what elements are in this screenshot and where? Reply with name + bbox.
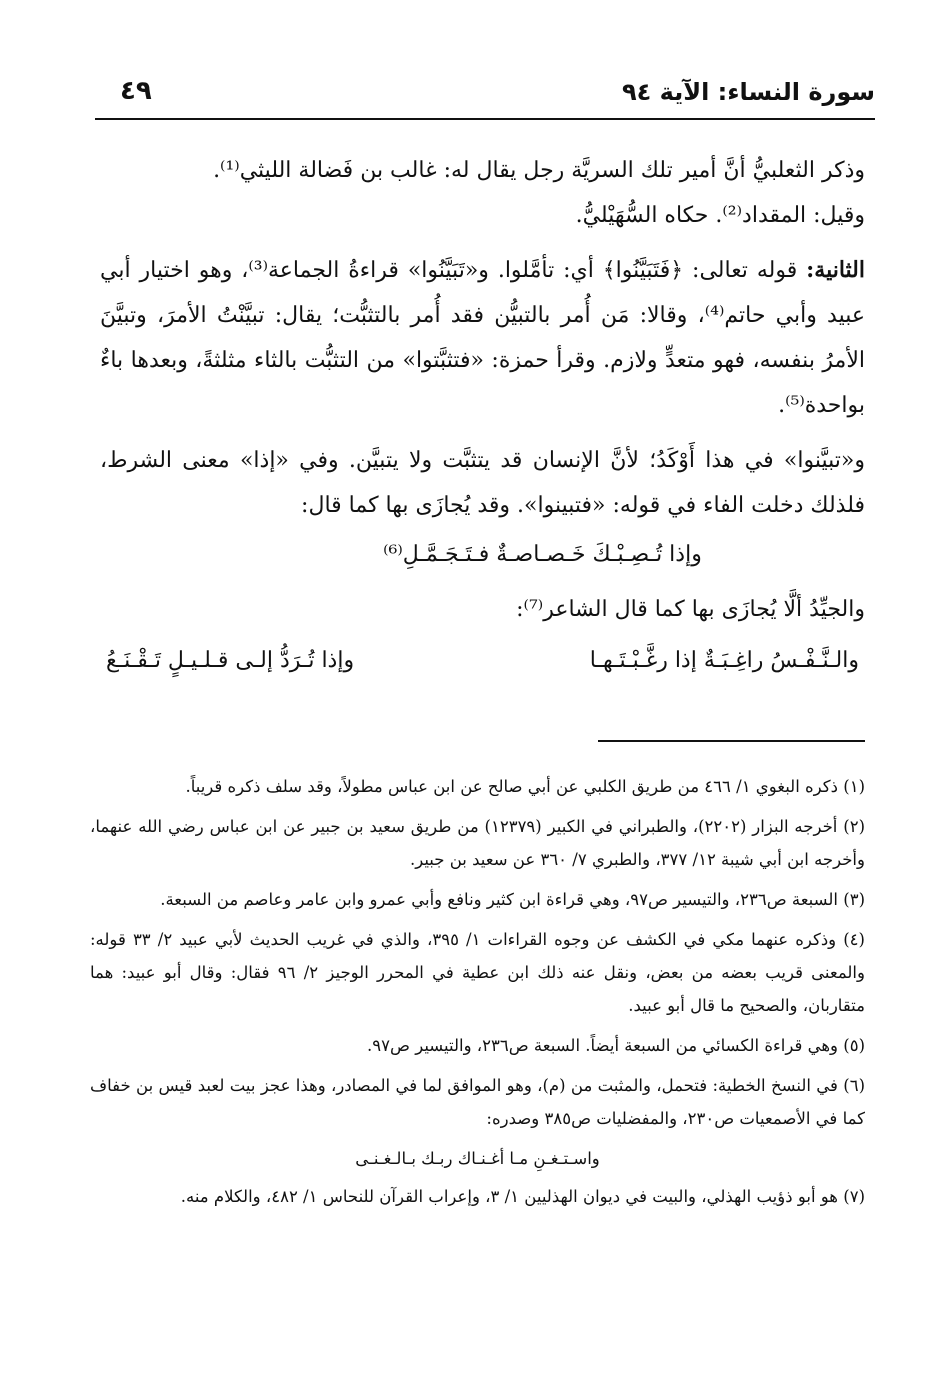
header-rule (95, 118, 875, 120)
footnote-1: (١) ذكره البغوي ١/ ٤٦٦ من طريق الكلبي عن أبي صالح عن ابن عباس مطولاً، وقد سلف ذكره قريباً. (185, 777, 865, 796)
paragraph-3-text: قوله تعالى: ﴿فَتَبَيَّنُوا﴾ أي: تأمَّلوا. و«تَبَيَّنُوا» قراءةُ الجماعة⁽³⁾، وهو اختيار أبي عبيد وأبي حاتم⁽⁴⁾، وقالا: مَن أُمر بالتبيُّن فقد أُمر بالتثبُّت؛ يقال: تبيَّنْتُ الأمرَ، وتبيَّنَ الأمرُ بنفسه، فهو متعدٍّ ولازم. وقرأ حمزة: «فتثبَّتوا» من التثبُّت بالثاء مثلثةً، وبعدها باءٌ بواحدة⁽⁵⁾. (100, 258, 865, 418)
footnote-7: (٧) هو أبو ذؤيب الهذلي، والبيت في ديوان الهذليين ١/ ٣، وإعراب القرآن للنحاس ١/ ٤٨٢، والكلام منه. (180, 1187, 865, 1206)
footnotes (90, 770, 865, 1220)
footnote-separator (598, 740, 865, 742)
verse-line-1: وإذا تُـصِـبْـكَ خَـصـاصـةٌ فـتَـجَـمَّـلِ⁽⁶⁾ (383, 542, 702, 567)
footnote-2: (٢) أخرجه البزار (٢٢٠٢)، والطبراني في الكبير (١٢٣٧٩) من طريق سعيد بن جبير عن ابن عباس رضي الله عنهما، وأخرجه ابن أبي شيبة ١٢/ ٣٧٧، والطبري ٧/ ٣٦٠ عن سعيد بن جبير. (90, 817, 865, 869)
paragraph-1: وذكر الثعلبيُّ أنَّ أمير تلك السريَّة رجل يقال له: غالب بن فَضالة الليثي⁽¹⁾. (213, 158, 865, 183)
poetry-couplet (100, 638, 865, 683)
footnote-5: (٥) وهي قراءة الكسائي من السبعة أيضاً. السبعة ص٢٣٦، والتيسير ص٩٧. (367, 1036, 865, 1055)
paragraph-2: وقيل: المقداد⁽²⁾. حكاه السُّهَيْليُّ. (575, 203, 865, 228)
paragraph-4: و«تبيَّنوا» في هذا أَوْكَدُ؛ لأنَّ الإنسان قد يتثبَّت ولا يتبيَّن. وفي «إذا» معنى الشرط، فلذلك دخلت الفاء في قوله: «فتبينوا». وقد يُجازَى بها كما قال: (100, 448, 865, 518)
paragraph-3 (100, 248, 865, 428)
footnote-3: (٣) السبعة ص٢٣٦، والتيسير ص٩٧، وهي قراءة ابن كثير ونافع وأبي عمرو وابن عامر وعاصم من السبعة. (160, 890, 865, 909)
footnote-6-verse: واسـتـغـنِ مـا أغـنـاك ربـك بـالـغـنـى (355, 1149, 600, 1168)
running-title: سورة النساء: الآية ٩٤ (622, 78, 875, 106)
footnote-6: (٦) في النسخ الخطية: فتحمل، والمثبت من (م)، وهو الموافق لما في المصادر، وهذا عجز بيت لعبد قيس بن خفاف كما في الأصمعيات ص٢٣٠، والمفضليات ص٣٨٥ وصدره: (90, 1076, 865, 1128)
couplet-first-hemistich: والـنَّـفْـسُ راغِـبَـةٌ إذا رغَّـبْـتَـهـا (589, 648, 859, 673)
section-label: الثانية: (806, 257, 865, 283)
page-number: ٤٩ (120, 76, 152, 106)
footnote-4: (٤) وذكره عنهما مكي في الكشف عن وجوه القراءات ١/ ٣٩٥، والذي في غريب الحديث لأبي عبيد ٢/ ٣٣ قوله: والمعنى قريب بعضه من بعض، ونقل عنه ذلك ابن عطية في المحرر الوجيز ٢/ ٩٦ فقال: وقال أبو عبيد: هما متقاربان، والصحيح ما قال أبو عبيد. (90, 930, 865, 1015)
main-text (100, 148, 865, 683)
paragraph-5: والجيِّدُ ألَّا يُجازَى بها كما قال الشاعر⁽⁷⁾: (516, 597, 865, 622)
couplet-second-hemistich: وإذا تُـرَدُّ إلـى قـلـيـلٍ تَـقْـنَـعُ (106, 648, 355, 673)
page-header (100, 78, 875, 114)
